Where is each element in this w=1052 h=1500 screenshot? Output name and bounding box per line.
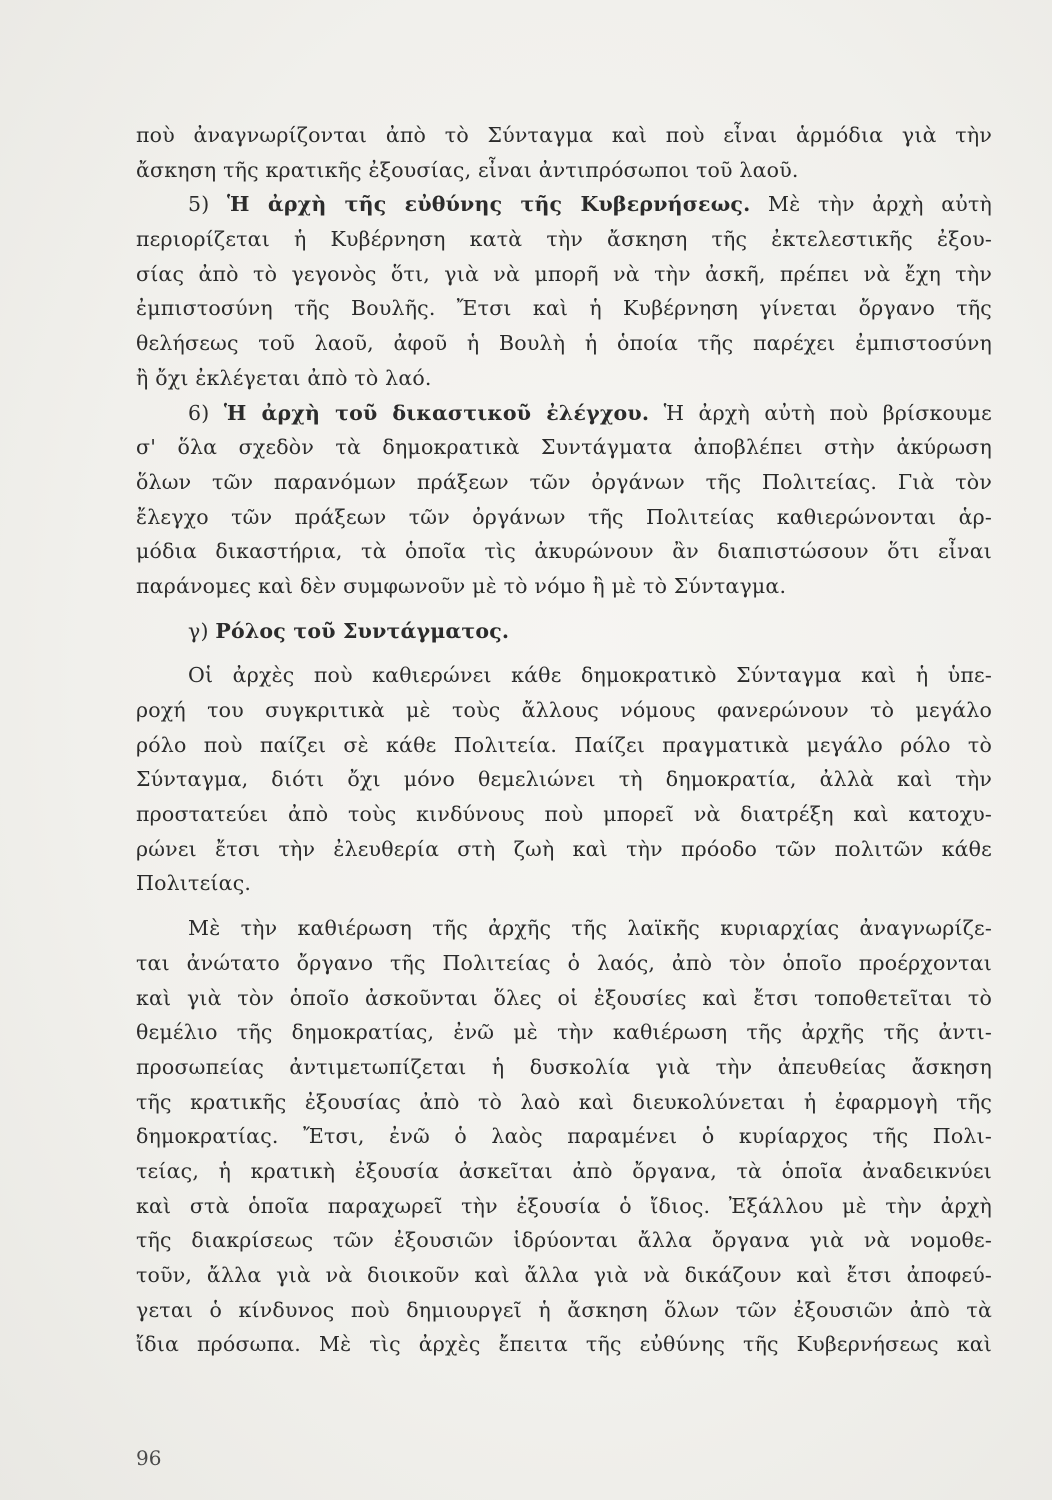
text-line xyxy=(136,728,992,763)
line-text: ρόλο ποὺ παίζει σὲ κάθε Πολιτεία. Παίζει πραγματικὰ μεγάλο ρόλο τὸ xyxy=(136,732,992,757)
text-line xyxy=(136,832,992,867)
line-text: γεται ὁ κίνδυνος ποὺ δημιουργεῖ ἡ ἄσκηση ὅλων τῶν ἐξουσιῶν ἀπὸ τὰ xyxy=(136,1297,992,1322)
text-line xyxy=(136,118,992,153)
line-text: καὶ στὰ ὁποῖα παραχωρεῖ τὴν ἐξουσία ὁ ἴδιος. Ἐξάλλου μὲ τὴν ἀρχὴ xyxy=(136,1193,992,1218)
text-line xyxy=(136,291,992,326)
text-line xyxy=(136,569,992,604)
text-line xyxy=(136,1223,992,1258)
text-line xyxy=(136,797,992,832)
paragraph-gap xyxy=(136,901,992,911)
text-line xyxy=(136,762,992,797)
text-line xyxy=(136,1154,992,1189)
line-text: παράνομες καὶ δὲν συμφωνοῦν μὲ τὸ νόμο ἢ μὲ τὸ Σύνταγμα. xyxy=(136,573,787,598)
text-line xyxy=(136,465,992,500)
line-text: ὅλων τῶν παρανόμων πράξεων τῶν ὀργάνων τῆς Πολιτείας. Γιὰ τὸν xyxy=(136,469,992,494)
line-text: μόδια δικαστήρια, τὰ ὁποῖα τὶς ἀκυρώνουν ἂν διαπιστώσουν ὅτι εἶναι xyxy=(136,539,992,564)
line-text: σ' ὅλα σχεδὸν τὰ δημοκρατικὰ Συντάγματα ἀποβλέπει στὴν ἀκύρωση xyxy=(136,435,992,460)
text-line xyxy=(136,911,992,946)
text-line xyxy=(136,1327,992,1362)
line-text: καὶ γιὰ τὸν ὁποῖο ἀσκοῦνται ὅλες οἱ ἐξουσίες καὶ ἔτσι τοποθετεῖται τὸ xyxy=(136,985,992,1010)
text-line xyxy=(136,981,992,1016)
text-line xyxy=(136,658,992,693)
line-text: ἔλεγχο τῶν πράξεων τῶν ὀργάνων τῆς Πολιτείας καθιερώνονται ἁρ- xyxy=(136,504,992,529)
page-number: 96 xyxy=(136,1446,162,1470)
item-number: γ) xyxy=(188,618,216,643)
text-line xyxy=(136,1189,992,1224)
line-text: προστατεύει ἀπὸ τοὺς κινδύνους ποὺ μπορεῖ νὰ διατρέξη καὶ κατοχυ- xyxy=(136,802,992,827)
line-text: Πολιτείας. xyxy=(136,871,252,896)
line-text: Μὲ τὴν καθιέρωση τῆς ἀρχῆς τῆς λαϊκῆς κυριαρχίας ἀναγνωρίζε- xyxy=(188,916,992,941)
line-text: ρώνει ἔτσι τὴν ἐλευθερία στὴ ζωὴ καὶ τὴν πρόοδο τῶν πολιτῶν κάθε xyxy=(136,836,992,861)
text-line xyxy=(136,396,992,431)
text-line xyxy=(136,257,992,292)
text-line xyxy=(136,614,992,649)
line-text: Μὲ τὴν ἀρχὴ αὐτὴ xyxy=(750,192,992,217)
text-line xyxy=(136,693,992,728)
heading-bold: Ἡ ἀρχὴ τῆς εὐθύνης τῆς Κυβερνήσεως. xyxy=(227,192,751,217)
line-text: τῆς διακρίσεως τῶν ἐξουσιῶν ἱδρύονται ἄλλα ὄργανα γιὰ νὰ νομοθε- xyxy=(136,1228,992,1253)
line-text: περιορίζεται ἡ Κυβέρνηση κατὰ τὴν ἄσκηση τῆς ἐκτελεστικῆς ἐξου- xyxy=(136,227,992,252)
text-line xyxy=(136,500,992,535)
line-text: ἄσκηση τῆς κρατικῆς ἐξουσίας, εἶναι ἀντιπρόσωποι τοῦ λαοῦ. xyxy=(136,157,799,182)
line-text: Ἡ ἀρχὴ αὐτὴ ποὺ βρίσκουμε xyxy=(649,400,993,425)
text-line xyxy=(136,1015,992,1050)
line-text: τοῦν, ἄλλα γιὰ νὰ διοικοῦν καὶ ἄλλα γιὰ νὰ δικάζουν καὶ ἔτσι ἀποφεύ- xyxy=(136,1263,992,1287)
text-line xyxy=(136,534,992,569)
text-line xyxy=(136,222,992,257)
paragraph-gap xyxy=(136,648,992,658)
text-line xyxy=(136,187,992,222)
line-text: ἴδια πρόσωπα. Μὲ τὶς ἀρχὲς ἔπειτα τῆς εὐθύνης τῆς Κυβερνήσεως καὶ xyxy=(136,1332,992,1357)
heading-bold: Ρόλος τοῦ Συντάγματος. xyxy=(215,618,510,643)
line-text: ροχή του συγκριτικὰ μὲ τοὺς ἄλλους νόμους φανερώνουν τὸ μεγάλο xyxy=(136,698,992,722)
text-line xyxy=(136,1085,992,1120)
line-text: δημοκρατίας. Ἔτσι, ἐνῶ ὁ λαὸς παραμένει ὁ κυρίαρχος τῆς Πολι- xyxy=(136,1124,992,1149)
text-line xyxy=(136,1050,992,1085)
line-text: ἐμπιστοσύνη τῆς Βουλῆς. Ἔτσι καὶ ἡ Κυβέρνηση γίνεται ὄργανο τῆς xyxy=(136,296,992,321)
line-text: προσωπείας ἀντιμετωπίζεται ἡ δυσκολία γιὰ τὴν ἀπευθείας ἄσκηση xyxy=(136,1054,992,1079)
body-text xyxy=(136,118,992,1362)
text-line xyxy=(136,326,992,361)
line-text: ποὺ ἀναγνωρίζονται ἀπὸ τὸ Σύνταγμα καὶ ποὺ εἶναι ἁρμόδια γιὰ τὴν xyxy=(136,123,992,147)
line-text: θελήσεως τοῦ λαοῦ, ἀφοῦ ἡ Βουλὴ ἡ ὁποία τῆς παρέχει ἐμπιστοσύνη xyxy=(136,331,992,356)
item-number: 6) xyxy=(188,400,224,425)
line-text: Οἱ ἀρχὲς ποὺ καθιερώνει κάθε δημοκρατικὸ Σύνταγμα καὶ ἡ ὑπε- xyxy=(188,663,992,688)
text-line xyxy=(136,361,992,396)
line-text: ἢ ὄχι ἐκλέγεται ἀπὸ τὸ λαό. xyxy=(136,365,432,390)
line-text: Σύνταγμα, διότι ὄχι μόνο θεμελιώνει τὴ δημοκρατία, ἀλλὰ καὶ τὴν xyxy=(136,767,992,792)
line-text: σίας ἀπὸ τὸ γεγονὸς ὅτι, γιὰ νὰ μπορῆ νὰ τὴν ἀσκῆ, πρέπει νὰ ἔχη τὴν xyxy=(136,261,992,286)
heading-bold: Ἡ ἀρχὴ τοῦ δικαστικοῦ ἐλέγχου. xyxy=(223,400,650,425)
line-text: τῆς κρατικῆς ἐξουσίας ἀπὸ τὸ λαὸ καὶ διευκολύνεται ἡ ἐφαρμογὴ τῆς xyxy=(136,1089,992,1114)
text-line xyxy=(136,1258,992,1293)
item-number: 5) xyxy=(188,192,228,217)
text-line xyxy=(136,946,992,981)
line-text: τείας, ἡ κρατικὴ ἐξουσία ἀσκεῖται ἀπὸ ὄργανα, τὰ ὁποῖα ἀναδεικνύει xyxy=(136,1158,992,1183)
text-line xyxy=(136,866,992,901)
text-line xyxy=(136,1119,992,1154)
text-line xyxy=(136,1293,992,1328)
line-text: ται ἀνώτατο ὄργανο τῆς Πολιτείας ὁ λαός, ἀπὸ τὸν ὁποῖο προέρχονται xyxy=(136,950,992,975)
text-line xyxy=(136,153,992,188)
text-line xyxy=(136,430,992,465)
paragraph-gap xyxy=(136,604,992,614)
line-text: θεμέλιο τῆς δημοκρατίας, ἐνῶ μὲ τὴν καθιέρωση τῆς ἀρχῆς τῆς ἀντι- xyxy=(136,1020,992,1045)
